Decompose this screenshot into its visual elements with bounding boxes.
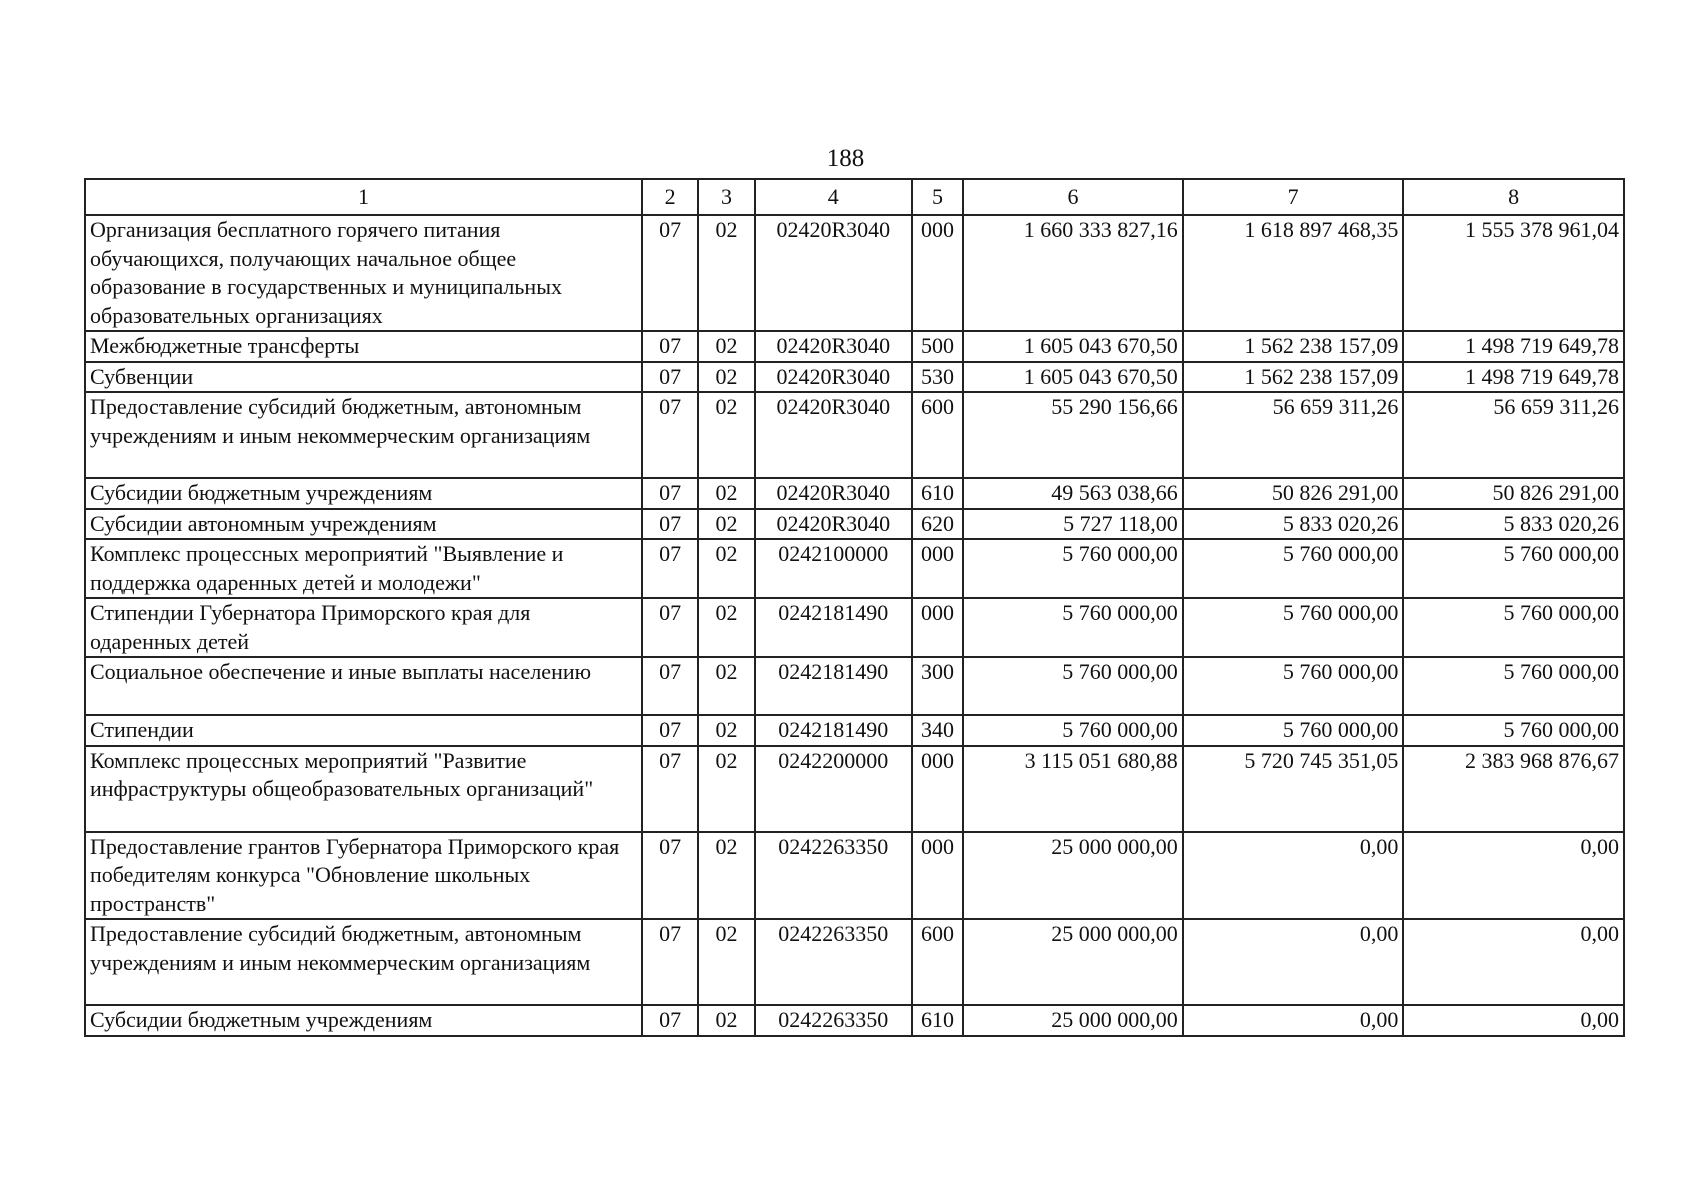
- section-code: 07: [642, 715, 698, 746]
- amount-col-7: 0,00: [1183, 919, 1404, 1005]
- subsection-code: 02: [698, 331, 754, 362]
- section-code: 07: [642, 331, 698, 362]
- section-code: 07: [642, 746, 698, 832]
- row-name: Организация бесплатного горячего питания обучающихся, получающих начальное общее образование в государственных и муниципальных образовательных организациях: [85, 215, 642, 331]
- section-code: 07: [642, 215, 698, 331]
- amount-col-7: 5 833 020,26: [1183, 509, 1404, 540]
- subsection-code: 02: [698, 598, 754, 657]
- amount-col-8: 1 498 719 649,78: [1403, 331, 1624, 362]
- expense-type-code: 300: [912, 657, 963, 715]
- table-row: [85, 746, 1624, 832]
- amount-col-7: 5 720 745 351,05: [1183, 746, 1404, 832]
- section-code: 07: [642, 509, 698, 540]
- target-article-code: 0242181490: [755, 657, 912, 715]
- amount-col-6: 1 660 333 827,16: [963, 215, 1183, 331]
- amount-col-7: 0,00: [1183, 1005, 1404, 1036]
- column-header: 3: [698, 179, 754, 215]
- subsection-code: 02: [698, 1005, 754, 1036]
- subsection-code: 02: [698, 215, 754, 331]
- subsection-code: 02: [698, 657, 754, 715]
- expense-type-code: 600: [912, 919, 963, 1005]
- subsection-code: 02: [698, 715, 754, 746]
- amount-col-7: 56 659 311,26: [1183, 392, 1404, 478]
- target-article-code: 0242263350: [755, 832, 912, 920]
- amount-col-8: 5 760 000,00: [1403, 657, 1624, 715]
- row-name: Предоставление субсидий бюджетным, автономным учреждениям и иным некоммерческим организациям: [85, 392, 642, 478]
- table-row: [85, 715, 1624, 746]
- amount-col-6: 25 000 000,00: [963, 1005, 1183, 1036]
- amount-col-6: 55 290 156,66: [963, 392, 1183, 478]
- column-header: 2: [642, 179, 698, 215]
- section-code: 07: [642, 1005, 698, 1036]
- amount-col-6: 49 563 038,66: [963, 478, 1183, 509]
- row-name: Комплекс процессных мероприятий "Развитие инфраструктуры общеобразовательных организаций": [85, 746, 642, 832]
- table-row: [85, 1005, 1624, 1036]
- subsection-code: 02: [698, 919, 754, 1005]
- target-article-code: 02420R3040: [755, 392, 912, 478]
- subsection-code: 02: [698, 392, 754, 478]
- expense-type-code: 000: [912, 215, 963, 331]
- section-code: 07: [642, 657, 698, 715]
- expense-type-code: 340: [912, 715, 963, 746]
- table-row: [85, 392, 1624, 478]
- expense-type-code: 600: [912, 392, 963, 478]
- amount-col-6: 1 605 043 670,50: [963, 331, 1183, 362]
- column-header: 4: [755, 179, 912, 215]
- amount-col-6: 5 760 000,00: [963, 715, 1183, 746]
- amount-col-6: 5 760 000,00: [963, 598, 1183, 657]
- expense-type-code: 000: [912, 832, 963, 920]
- subsection-code: 02: [698, 746, 754, 832]
- table-row: [85, 509, 1624, 540]
- row-name: Предоставление субсидий бюджетным, автономным учреждениям и иным некоммерческим организациям: [85, 919, 642, 1005]
- expense-type-code: 000: [912, 598, 963, 657]
- section-code: 07: [642, 539, 698, 598]
- expense-type-code: 000: [912, 746, 963, 832]
- amount-col-8: 50 826 291,00: [1403, 478, 1624, 509]
- table-row: [85, 598, 1624, 657]
- amount-col-6: 5 760 000,00: [963, 657, 1183, 715]
- expense-type-code: 000: [912, 539, 963, 598]
- table-row: [85, 215, 1624, 331]
- target-article-code: 02420R3040: [755, 215, 912, 331]
- section-code: 07: [642, 362, 698, 393]
- table-row: [85, 657, 1624, 715]
- column-header: 6: [963, 179, 1183, 215]
- target-article-code: 0242181490: [755, 598, 912, 657]
- column-header: 1: [85, 179, 642, 215]
- target-article-code: 0242181490: [755, 715, 912, 746]
- amount-col-7: 1 618 897 468,35: [1183, 215, 1404, 331]
- amount-col-7: 0,00: [1183, 832, 1404, 920]
- column-header: 8: [1403, 179, 1624, 215]
- amount-col-7: 5 760 000,00: [1183, 715, 1404, 746]
- column-header: 7: [1183, 179, 1404, 215]
- subsection-code: 02: [698, 362, 754, 393]
- target-article-code: 02420R3040: [755, 362, 912, 393]
- subsection-code: 02: [698, 832, 754, 920]
- row-name: Стипендии: [85, 715, 642, 746]
- table-row: [85, 919, 1624, 1005]
- amount-col-8: 0,00: [1403, 919, 1624, 1005]
- row-name: Субвенции: [85, 362, 642, 393]
- table-row: [85, 539, 1624, 598]
- amount-col-8: 5 833 020,26: [1403, 509, 1624, 540]
- amount-col-8: 5 760 000,00: [1403, 539, 1624, 598]
- amount-col-8: 5 760 000,00: [1403, 598, 1624, 657]
- budget-table: [84, 178, 1625, 1037]
- amount-col-8: 0,00: [1403, 832, 1624, 920]
- target-article-code: 02420R3040: [755, 331, 912, 362]
- amount-col-6: 25 000 000,00: [963, 919, 1183, 1005]
- target-article-code: 0242263350: [755, 1005, 912, 1036]
- amount-col-8: 1 498 719 649,78: [1403, 362, 1624, 393]
- table-header-row: [85, 179, 1624, 215]
- expense-type-code: 530: [912, 362, 963, 393]
- row-name: Межбюджетные трансферты: [85, 331, 642, 362]
- column-header: 5: [912, 179, 963, 215]
- row-name: Комплекс процессных мероприятий "Выявление и поддержка одаренных детей и молодежи": [85, 539, 642, 598]
- expense-type-code: 500: [912, 331, 963, 362]
- page-number: 188: [826, 145, 865, 172]
- table-row: [85, 331, 1624, 362]
- row-name: Субсидии автономным учреждениям: [85, 509, 642, 540]
- amount-col-8: 56 659 311,26: [1403, 392, 1624, 478]
- target-article-code: 0242200000: [755, 746, 912, 832]
- section-code: 07: [642, 832, 698, 920]
- target-article-code: 02420R3040: [755, 478, 912, 509]
- amount-col-6: 3 115 051 680,88: [963, 746, 1183, 832]
- amount-col-7: 5 760 000,00: [1183, 539, 1404, 598]
- expense-type-code: 620: [912, 509, 963, 540]
- amount-col-7: 5 760 000,00: [1183, 598, 1404, 657]
- table-row: [85, 478, 1624, 509]
- target-article-code: 0242100000: [755, 539, 912, 598]
- subsection-code: 02: [698, 478, 754, 509]
- subsection-code: 02: [698, 539, 754, 598]
- amount-col-7: 50 826 291,00: [1183, 478, 1404, 509]
- section-code: 07: [642, 598, 698, 657]
- amount-col-7: 1 562 238 157,09: [1183, 331, 1404, 362]
- amount-col-8: 5 760 000,00: [1403, 715, 1624, 746]
- table-row: [85, 362, 1624, 393]
- amount-col-6: 5 727 118,00: [963, 509, 1183, 540]
- row-name: Стипендии Губернатора Приморского края для одаренных детей: [85, 598, 642, 657]
- section-code: 07: [642, 478, 698, 509]
- amount-col-6: 5 760 000,00: [963, 539, 1183, 598]
- subsection-code: 02: [698, 509, 754, 540]
- row-name: Предоставление грантов Губернатора Приморского края победителям конкурса "Обновление школьных пространств": [85, 832, 642, 920]
- amount-col-8: 0,00: [1403, 1005, 1624, 1036]
- target-article-code: 02420R3040: [755, 509, 912, 540]
- amount-col-7: 1 562 238 157,09: [1183, 362, 1404, 393]
- amount-col-8: 2 383 968 876,67: [1403, 746, 1624, 832]
- amount-col-6: 1 605 043 670,50: [963, 362, 1183, 393]
- section-code: 07: [642, 392, 698, 478]
- expense-type-code: 610: [912, 478, 963, 509]
- row-name: Субсидии бюджетным учреждениям: [85, 478, 642, 509]
- section-code: 07: [642, 919, 698, 1005]
- row-name: Социальное обеспечение и иные выплаты населению: [85, 657, 642, 715]
- amount-col-6: 25 000 000,00: [963, 832, 1183, 920]
- table-row: [85, 832, 1624, 920]
- expense-type-code: 610: [912, 1005, 963, 1036]
- row-name: Субсидии бюджетным учреждениям: [85, 1005, 642, 1036]
- amount-col-7: 5 760 000,00: [1183, 657, 1404, 715]
- amount-col-8: 1 555 378 961,04: [1403, 215, 1624, 331]
- target-article-code: 0242263350: [755, 919, 912, 1005]
